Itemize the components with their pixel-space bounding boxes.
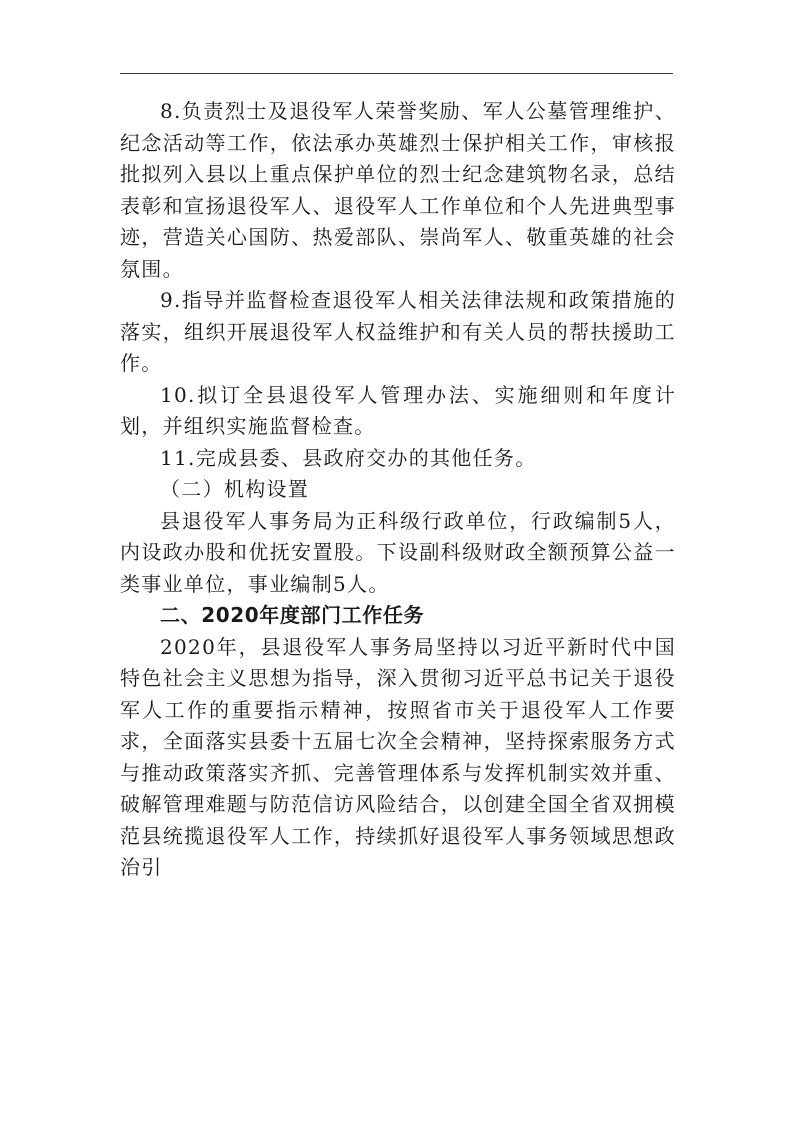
- paragraph-item-9: 9.指导并监督检查退役军人相关法律法规和政策措施的落实，组织开展退役军人权益维护和有关人员的帮扶援助工作。: [120, 288, 676, 375]
- document-body: [120, 96, 676, 884]
- header-rule: [120, 73, 673, 74]
- paragraph-2020-tasks: 2020年，县退役军人事务局坚持以习近平新时代中国特色社会主义思想为指导，深入贯彻习近平总书记关于退役军人工作的重要指示精神，按照省市关于退役军人工作要求，全面落实县委十五届七次全会精神，坚持探索服务方式与推动政策落实齐抓、完善管理体系与发挥机制实效并重、破解管理难题与防范信访风险结合，以创建全国全省双拥模范县统揽退役军人工作，持续抓好退役军人事务领域思想政治引: [120, 634, 676, 879]
- section-heading-2020-tasks: 二、2020年度部门工作任务: [160, 603, 425, 627]
- section-heading-organization: （二）机构设置: [160, 477, 310, 501]
- paragraph-item-10: 10.拟订全县退役军人管理办法、实施细则和年度计划，并组织实施监督检查。: [120, 382, 676, 438]
- paragraph-item-11: 11.完成县委、县政府交办的其他任务。: [160, 445, 537, 470]
- paragraph-organization: 县退役军人事务局为正科级行政单位，行政编制5人，内设政办股和优抚安置股。下设副科级财政全额预算公益一类事业单位，事业编制5人。: [120, 508, 676, 596]
- paragraph-item-8: 8.负责烈士及退役军人荣誉奖励、军人公墓管理维护、纪念活动等工作，依法承办英雄烈士保护相关工作，审核报批拟列入县以上重点保护单位的烈士纪念建筑物名录，总结表彰和宣扬退役军人、退役军人工作单位和个人先进典型事迹，营造关心国防、热爱部队、崇尚军人、敬重英雄的社会氛围。: [120, 99, 676, 281]
